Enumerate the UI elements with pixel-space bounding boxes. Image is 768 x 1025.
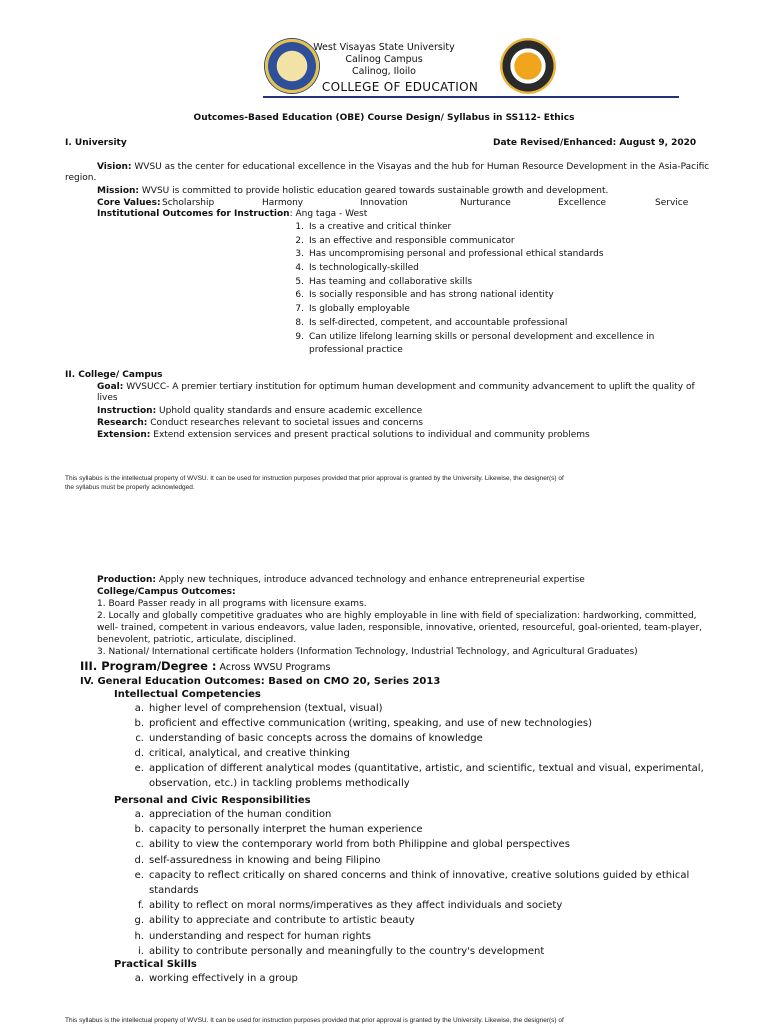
production-line: Production: Apply new techniques, introduce advanced technology and enhance entrepreneurial expertise xyxy=(97,575,585,585)
section-university-heading: I. University xyxy=(65,138,127,148)
list-item: 6. Is socially responsible and has strong national identity xyxy=(295,290,554,301)
core-value-innovation: Innovation xyxy=(360,198,408,208)
list-item: i. ability to contribute personally and meaningfully to the country's development xyxy=(138,945,545,957)
list-item: 8. Is self-directed, competent, and accountable professional xyxy=(295,317,568,328)
list-item: 9. Can utilize lifelong learning skills or personal development and excellence in xyxy=(295,331,655,342)
vision-line: Vision: WVSU as the center for educational excellence in the Visayas and the hub for Human Resource Development in the Asia-Pacific xyxy=(97,162,710,172)
list-item: 1. Is a creative and critical thinker xyxy=(295,222,452,232)
core-value-excellence: Excellence xyxy=(558,198,607,208)
university-name: West Visayas State University xyxy=(313,42,455,53)
program-degree-line: III. Program/Degree : Across WVSU Programs xyxy=(80,659,331,673)
core-value-nurturance: Nurturance xyxy=(460,198,511,208)
list-item-cont: observation, etc.) in tackling problems methodically xyxy=(149,778,410,789)
list-item: a. working effectively in a group xyxy=(134,973,298,984)
list-item: 1. Board Passer ready in all programs with licensure exams. xyxy=(97,599,367,609)
footer-note: This syllabus is the intellectual property of WVSU. It can be used for instruction purposes provided that prior approval is granted by the University. Likewise, the designer(s) of the syllabus must be properly acknowledged. xyxy=(65,475,564,491)
ge-outcomes-heading: IV. General Education Outcomes: Based on CMO 20, Series 2013 xyxy=(80,676,441,687)
college-outcomes-list xyxy=(97,599,717,659)
list-item: f. ability to reflect on moral norms/imperatives as they affect individuals and society xyxy=(138,900,563,912)
intellectual-list xyxy=(130,703,710,793)
college-outcomes-heading: College/Campus Outcomes: xyxy=(97,587,236,597)
list-item: 2. Is an effective and responsible communicator xyxy=(295,235,515,246)
practical-skills-list xyxy=(130,973,710,985)
list-item-cont: standards xyxy=(149,884,199,896)
campus-location: Calinog, Iloilo xyxy=(352,66,416,77)
list-item-cont: professional practice xyxy=(309,345,403,356)
core-values-label: Core Values: xyxy=(97,198,161,208)
core-value-scholarship: Scholarship xyxy=(162,198,215,208)
research-line: Research: Conduct researches relevant to societal issues and concerns xyxy=(97,418,424,428)
list-item: 3. National/ International certificate holders (Information Technology, Industrial Technology, and Agricultural Graduates) xyxy=(97,647,638,657)
goal-line-cont: lives xyxy=(97,393,118,403)
instruction-line: Instruction: Uphold quality standards and ensure academic excellence xyxy=(97,406,423,416)
date-revised: Date Revised/Enhanced: August 9, 2020 xyxy=(493,138,697,148)
list-item: h. understanding and respect for human rights xyxy=(134,930,371,942)
footer-note-page2: This syllabus is the intellectual property of WVSU. It can be used for instruction purposes provided that prior approval is granted by the University. Likewise, the designer(s) of xyxy=(65,1017,564,1024)
header-divider xyxy=(263,96,679,98)
practical-skills-heading: Practical Skills xyxy=(114,959,197,970)
college-seal-logo xyxy=(500,38,556,94)
core-value-service: Service xyxy=(655,198,689,208)
institutional-outcomes-label: Institutional Outcomes for Instruction: Ang taga - West xyxy=(97,209,368,219)
list-item: c. understanding of basic concepts across the domains of knowledge xyxy=(135,733,483,744)
list-item: e. capacity to reflect critically on shared concerns and think of innovative, creative solutions guided by ethical xyxy=(134,869,690,881)
personal-civic-list xyxy=(130,809,710,961)
list-item: c. ability to view the contemporary world from both Philippine and global perspectives xyxy=(135,839,570,851)
list-item: d. critical, analytical, and creative thinking xyxy=(134,748,350,759)
section-college-heading: II. College/ Campus xyxy=(65,370,163,380)
list-item: 2. Locally and globally competitive graduates who are highly employable in line with field of specialization: hardworking, committed, xyxy=(97,611,697,621)
campus-name: Calinog Campus xyxy=(345,54,423,65)
list-item: a. appreciation of the human condition xyxy=(134,809,332,820)
extension-line: Extension: Extend extension services and present practical solutions to individual and community problems xyxy=(97,430,590,440)
college-name: COLLEGE OF EDUCATION xyxy=(321,80,479,94)
intellectual-heading: Intellectual Competencies xyxy=(114,689,261,700)
list-item: 4. Is technologically-skilled xyxy=(295,263,419,274)
institutional-outcomes-list xyxy=(290,222,690,356)
mission-line: Mission: WVSU is committed to provide holistic education geared towards sustainable growth and development. xyxy=(97,186,609,196)
core-value-harmony: Harmony xyxy=(262,198,304,208)
list-item: b. proficient and effective communication (writing, speaking, and use of new technologies) xyxy=(134,718,593,729)
list-item: 3. Has uncompromising personal and professional ethical standards xyxy=(295,249,604,260)
list-item: well- trained, competent in various endeavors, value laden, responsible, innovative, oriented, resourceful, goal-oriented, team-player, xyxy=(97,623,703,633)
personal-civic-heading: Personal and Civic Responsibilities xyxy=(114,795,311,806)
document-title: Outcomes-Based Education (OBE) Course Design/ Syllabus in SS112- Ethics xyxy=(193,113,575,123)
list-item: b. capacity to personally interpret the human experience xyxy=(134,824,423,836)
list-item: e. application of different analytical modes (quantitative, artistic, and scientific, textual and visual, experimental, xyxy=(134,763,704,774)
list-item: benevolent, patriotic, articulate, disciplined. xyxy=(97,635,297,645)
list-item: a. higher level of comprehension (textual, visual) xyxy=(134,703,383,714)
list-item: d. self-assuredness in knowing and being Filipino xyxy=(134,854,381,866)
vision-line-cont: region. xyxy=(65,173,97,183)
goal-line: Goal: WVSUCC- A premier tertiary institution for optimum human development and community advancement to uplift the quality of xyxy=(97,382,695,392)
list-item: 7. Is globally employable xyxy=(295,304,410,315)
list-item: g. ability to appreciate and contribute to artistic beauty xyxy=(134,915,415,927)
list-item: 5. Has teaming and collaborative skills xyxy=(295,276,473,287)
